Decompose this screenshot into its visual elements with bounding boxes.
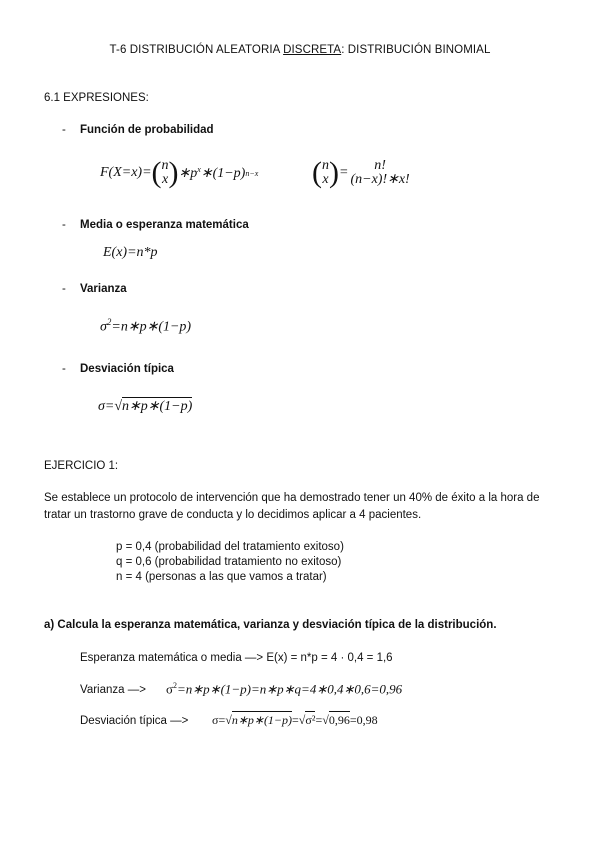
comb-numerator: n! bbox=[374, 158, 386, 173]
formula-varianza bbox=[100, 317, 191, 336]
section-heading: 6.1 EXPRESIONES: bbox=[44, 92, 149, 104]
bullet-media: - bbox=[62, 219, 66, 231]
formula-prob-p: ∗p bbox=[178, 165, 198, 181]
formula-media: E(x)=n*p bbox=[103, 245, 158, 260]
paren-left: ( bbox=[151, 156, 162, 189]
comb-paren-left: ( bbox=[312, 156, 322, 189]
ans-desv-rad1: n∗p∗(1−p) bbox=[231, 713, 293, 727]
bullet-desviacion: - bbox=[62, 363, 66, 375]
param-n: n = 4 (personas a las que vamos a tratar) bbox=[116, 571, 327, 583]
title-suffix: : DISTRIBUCIÓN BINOMIAL bbox=[341, 44, 491, 56]
comb-n: n bbox=[322, 158, 329, 173]
formula-probability bbox=[100, 158, 258, 188]
bullet-prob: - bbox=[62, 124, 66, 136]
ans-desv-end: =0,98 bbox=[349, 713, 378, 727]
label-prob: Función de probabilidad bbox=[80, 124, 214, 136]
answer-media: Esperanza matemática o media —> E(x) = n*p = 4 · 0,4 = 1,6 bbox=[80, 652, 393, 664]
comb-paren-right: ) bbox=[329, 156, 339, 189]
paren-right: ) bbox=[168, 156, 179, 189]
answer-desviacion-label: Desviación típica —> bbox=[80, 715, 189, 727]
exp-x: x bbox=[197, 164, 201, 174]
ans-desv-mid: =√ bbox=[292, 713, 306, 727]
label-varianza: Varianza bbox=[80, 283, 127, 295]
answer-varianza-formula bbox=[166, 681, 402, 697]
ans-desv-rad2: σ² bbox=[305, 713, 316, 727]
ans-var-sigma: σ bbox=[166, 681, 174, 697]
answer-varianza-label: Varianza —> bbox=[80, 684, 146, 696]
desv-lhs: σ=√ bbox=[98, 399, 123, 414]
binom-n: n bbox=[161, 158, 169, 173]
label-media: Media o esperanza matemática bbox=[80, 219, 249, 231]
comb-denominator: (n−x)!∗x! bbox=[350, 172, 410, 187]
comb-x: x bbox=[322, 172, 329, 187]
param-q: q = 0,6 (probabilidad tratamiento no exitoso) bbox=[116, 556, 342, 568]
title-underlined: DISCRETA bbox=[283, 44, 342, 56]
formula-prob-mid: ∗(1−p) bbox=[200, 165, 246, 181]
ans-desv-mid2: =√ bbox=[315, 713, 329, 727]
exercise-question: a) Calcula la esperanza matemática, varianza y desviación típica de la distribución. bbox=[44, 619, 497, 631]
exercise-statement: Se establece un protocolo de intervención que ha demostrado tener un 40% de éxito a la hora de tratar un trastorno grave de conducta y lo decidimos aplicar a 4 pacientes. bbox=[44, 492, 540, 521]
comb-stack bbox=[322, 159, 329, 187]
desv-radicand: n∗p∗(1−p) bbox=[122, 399, 193, 414]
binomial-stack bbox=[162, 159, 169, 187]
comb-fraction bbox=[350, 159, 409, 187]
formula-combination bbox=[312, 158, 410, 188]
exercise-params bbox=[116, 540, 344, 585]
answer-desviacion-formula bbox=[212, 713, 378, 728]
var-rhs: =n∗p∗(1−p) bbox=[111, 319, 192, 335]
ans-var-post: =n∗p∗(1−p)=n∗p∗q=4∗0,4∗0,6=0,96 bbox=[177, 681, 403, 697]
label-desviacion: Desviación típica bbox=[80, 363, 174, 375]
ans-desv-pre: σ=√ bbox=[212, 713, 232, 727]
ans-var-sup: 2 bbox=[173, 681, 178, 690]
binom-x: x bbox=[161, 172, 169, 187]
formula-prob-lhs: F(X=x)= bbox=[100, 165, 152, 180]
param-p: p = 0,4 (probabilidad del tratamiento exitoso) bbox=[116, 541, 344, 553]
comb-eq: = bbox=[339, 165, 349, 180]
formula-desviacion bbox=[98, 398, 192, 415]
title-prefix: T-6 DISTRIBUCIÓN ALEATORIA bbox=[109, 44, 284, 56]
page-title bbox=[0, 44, 600, 56]
bullet-varianza: - bbox=[62, 283, 66, 295]
exercise-title: EJERCICIO 1: bbox=[44, 460, 119, 472]
var-sigma: σ bbox=[100, 319, 107, 335]
var-sup: 2 bbox=[106, 317, 112, 327]
exp-n-x: n−x bbox=[245, 168, 259, 178]
ans-desv-rad3: 0,96 bbox=[328, 713, 350, 727]
